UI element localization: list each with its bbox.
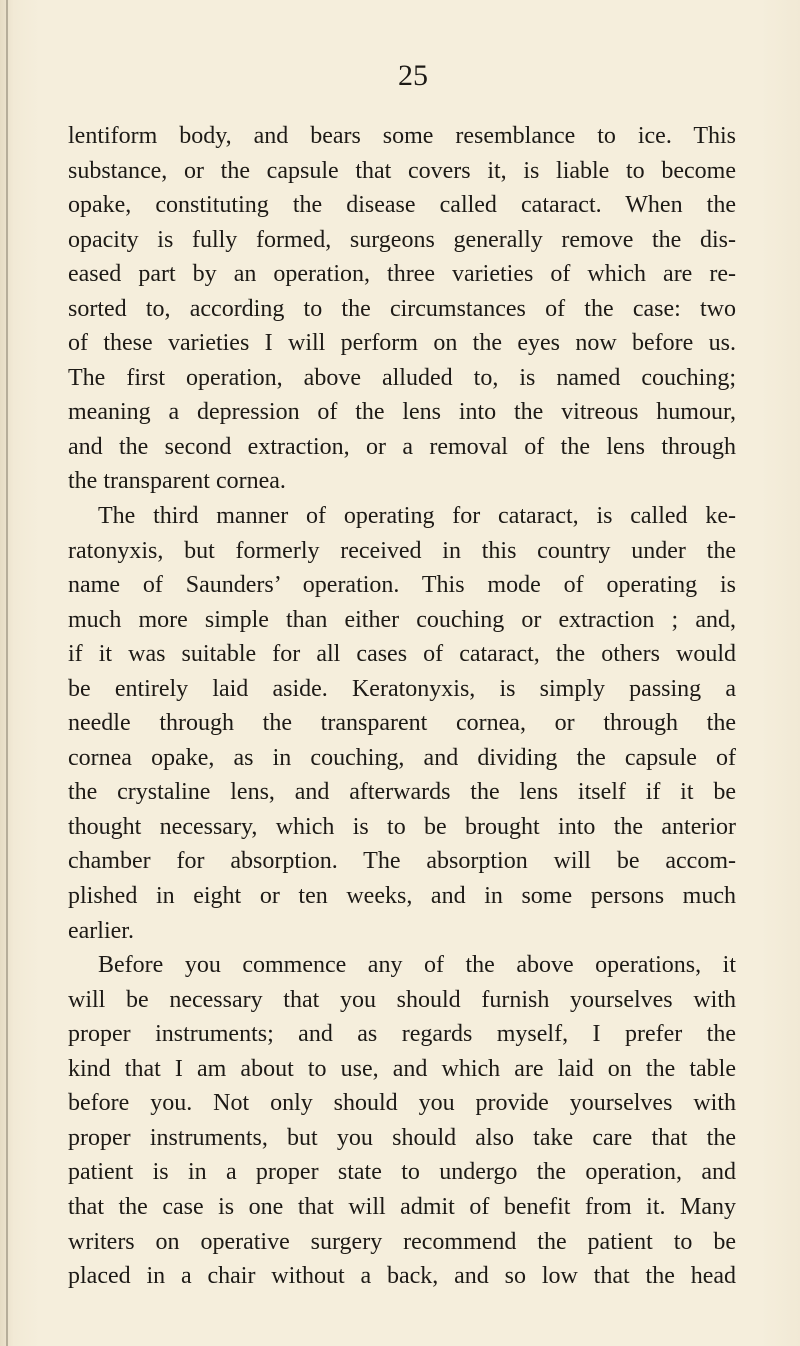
- text-line: The third manner of operating for cataract, is called ke-: [98, 503, 736, 530]
- text-line: needle through the transparent cornea, or through the: [68, 710, 736, 737]
- body-text: [68, 119, 736, 1294]
- text-line: writers on operative surgery recommend the patient to be: [68, 1228, 736, 1255]
- text-line: proper instruments, but you should also take care that the: [68, 1124, 736, 1151]
- text-line: ratonyxis, but formerly received in this country under the: [68, 537, 736, 564]
- text-line: if it was suitable for all cases of cataract, the others would: [68, 641, 736, 668]
- text-line: that the case is one that will admit of benefit from it. Many: [68, 1193, 736, 1220]
- text-line: much more simple than either couching or extraction ; and,: [68, 606, 736, 633]
- text-line: Before you commence any of the above operations, it: [98, 952, 736, 979]
- text-line: the transparent cornea.: [68, 468, 286, 495]
- text-line: of these varieties I will perform on the eyes now before us.: [68, 330, 736, 357]
- text-line: be entirely laid aside. Keratonyxis, is simply passing a: [68, 675, 736, 702]
- text-line: the crystaline lens, and afterwards the lens itself if it be: [68, 779, 736, 806]
- text-line: placed in a chair without a back, and so low that the head: [68, 1263, 736, 1290]
- text-line: name of Saunders’ operation. This mode of operating is: [68, 572, 736, 599]
- text-line: cornea opake, as in couching, and dividing the capsule of: [68, 744, 736, 771]
- text-line: sorted to, according to the circumstances of the case: two: [68, 295, 736, 322]
- text-line: earlier.: [68, 917, 134, 944]
- text-line: opake, constituting the disease called cataract. When the: [68, 192, 736, 219]
- text-line: chamber for absorption. The absorption will be accom-: [68, 848, 736, 875]
- text-line: will be necessary that you should furnish yourselves with: [68, 986, 736, 1013]
- text-line: plished in eight or ten weeks, and in some persons much: [68, 883, 736, 910]
- text-line: meaning a depression of the lens into the vitreous humour,: [68, 399, 736, 426]
- text-line: lentiform body, and bears some resemblance to ice. This: [68, 123, 736, 149]
- text-line: patient is in a proper state to undergo the operation, and: [68, 1159, 736, 1186]
- text-line: kind that I am about to use, and which are laid on the table: [68, 1055, 736, 1082]
- text-line: opacity is fully formed, surgeons generally remove the dis-: [68, 226, 736, 253]
- text-line: The first operation, above alluded to, is named couching;: [68, 364, 736, 391]
- page-gutter-edge: [6, 0, 8, 1346]
- text-line: eased part by an operation, three varieties of which are re-: [68, 261, 736, 288]
- text-line: proper instruments; and as regards myself, I prefer the: [68, 1021, 736, 1048]
- text-line: and the second extraction, or a removal of the lens through: [68, 433, 736, 460]
- text-line: before you. Not only should you provide yourselves with: [68, 1090, 736, 1117]
- text-line: thought necessary, which is to be brought into the anterior: [68, 813, 736, 840]
- text-line: substance, or the capsule that covers it, is liable to become: [68, 157, 736, 184]
- page-number: 25: [398, 59, 428, 92]
